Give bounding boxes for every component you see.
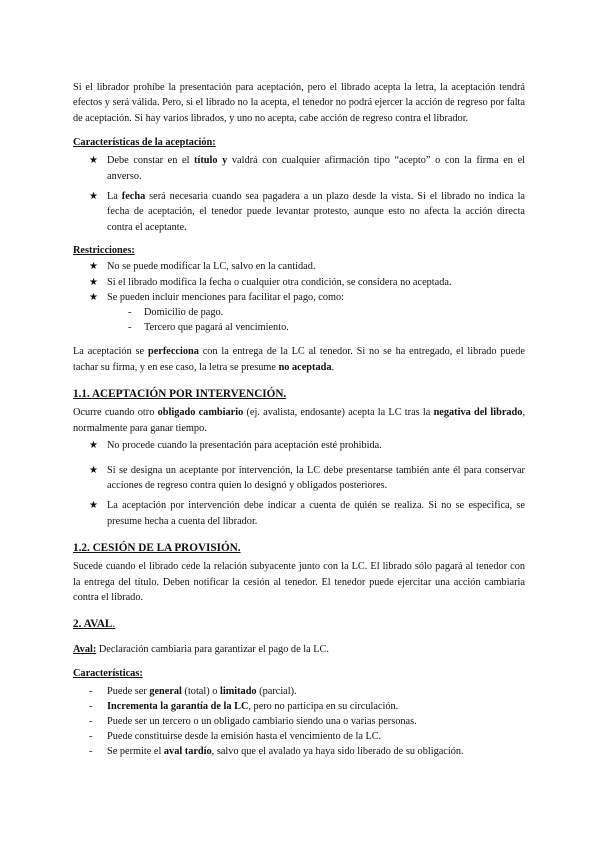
list-item: - Se permite el aval tardío, salvo que el avalado ya haya sido liberado de su obligación. xyxy=(89,745,464,757)
list-item: - Puede ser general (total) o limitado (parcial). xyxy=(89,685,297,697)
caracteristicas-aval-heading: Características: xyxy=(73,667,143,679)
section-2-title: 2. AVAL. xyxy=(73,618,116,631)
list-item: - Incrementa la garantía de la LC, pero no participa en su circulación. xyxy=(89,700,399,712)
list-item: ★ Debe constar en el título y valdrá con cualquier afirmación tipo “acepto” o con la firma en el anverso. xyxy=(89,155,525,182)
star-bullet-icon: ★ xyxy=(89,191,98,203)
list-item: ★ Si el librado modifica la fecha o cualquier otra condición, se considera no aceptada. xyxy=(73,275,525,290)
aval-definition: Aval: Declaración cambiaria para garantizar el pago de la LC. xyxy=(73,644,329,656)
list-item: ★ Se pueden incluir menciones para facilitar el pago, como: xyxy=(73,290,525,305)
dash-bullet-icon: - xyxy=(89,715,93,727)
dash-bullet-icon: - xyxy=(89,700,93,712)
list-item: - Puede ser un tercero o un obligado cambiario siendo una o varias personas. xyxy=(89,715,417,727)
dash-bullet-icon: - xyxy=(89,745,93,757)
list-item: ★ No procede cuando la presentación para aceptación esté prohibida. xyxy=(73,438,525,453)
section-1-2-paragraph: Sucede cuando el librado cede la relación subyacente junto con la LC. El librado sólo pagará al tenedor con la entrega del título. Deben notificar la cesión al tenedor. El tenedor puede ejercitar una acción cambiaria contra el librado. xyxy=(73,561,525,603)
list-item: ★ La aceptación por intervención debe indicar a cuenta de quién se realiza. Si no se especifica, se presume hecha a cuenta del librador. xyxy=(89,500,525,527)
list-item: ★ Si se designa un aceptante por intervención, la LC debe presentarse también ante él para conservar acciones de regreso contra quien lo designó y obligados posteriores. xyxy=(89,464,525,491)
star-bullet-icon: ★ xyxy=(89,292,98,304)
list-item: ★ No se puede modificar la LC, salvo en la cantidad. xyxy=(73,259,525,274)
dash-bullet-icon: - xyxy=(128,322,132,334)
intro-paragraph: Si el librador prohíbe la presentación para aceptación, pero el librado acepta la letra, la aceptación tendrá efectos y será válida. Pero, si el librado no la acepta, el tenedor no podrá ejercer la acción de regreso por falta de aceptación. Si hay varios librados, y uno no acepta, cabe acción de regreso contra el librador. xyxy=(73,82,525,124)
sub-list-item: - Tercero que pagará al vencimiento. xyxy=(128,322,289,334)
dash-bullet-icon: - xyxy=(89,685,93,697)
section-1-1-title: 1.1. ACEPTACIÓN POR INTERVENCIÓN. xyxy=(73,388,287,401)
restricciones-heading: Restricciones: xyxy=(73,245,135,257)
star-bullet-icon: ★ xyxy=(89,440,98,452)
section-1-1-paragraph: Ocurre cuando otro obligado cambiario (ej. avalista, endosante) acepta la LC tras la negativa del librado, normalmente para ganar tiempo. xyxy=(73,407,526,434)
star-bullet-icon: ★ xyxy=(89,464,98,476)
star-bullet-icon: ★ xyxy=(89,276,98,288)
perfeccion-paragraph: La aceptación se perfecciona con la entrega de la LC al tenedor. Si no se ha entregado, el librado puede tachar su firma, y en ese caso, la letra se presume no aceptada. xyxy=(73,346,525,373)
list-item: ★ La fecha será necesaria cuando sea pagadera a un plazo desde la vista. Si el librado no indica la fecha de aceptación, el tenedor puede levantar protesto, aunque esto no afecta la acción directa contra el aceptante. xyxy=(89,191,526,233)
section-1-2-title: 1.2. CESIÓN DE LA PROVISIÓN. xyxy=(73,542,241,555)
dash-bullet-icon: - xyxy=(89,730,93,742)
document-page xyxy=(73,80,525,759)
star-bullet-icon: ★ xyxy=(89,261,98,273)
dash-bullet-icon: - xyxy=(128,307,132,319)
restricciones-list xyxy=(73,259,525,335)
caracteristicas-aceptacion-list xyxy=(73,153,525,235)
star-bullet-icon: ★ xyxy=(89,155,98,167)
caracteristicas-aceptacion-heading: Características de la aceptación: xyxy=(73,137,216,149)
star-bullet-icon: ★ xyxy=(89,500,98,512)
list-item: - Puede constituirse desde la emisión hasta el vencimiento de la LC. xyxy=(89,730,382,742)
caracteristicas-aval-list xyxy=(73,684,525,759)
section-1-1-list xyxy=(73,438,525,529)
sub-list-item: - Domicilio de pago. xyxy=(128,307,224,319)
